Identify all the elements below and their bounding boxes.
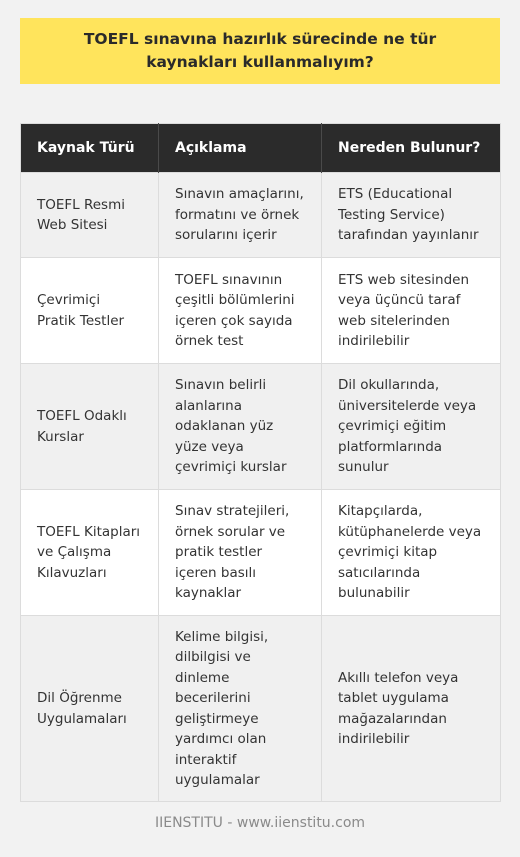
header-resource-type: Kaynak Türü (21, 124, 159, 173)
cell-where-to-find: ETS web sitesinden veya üçüncü taraf web sitelerinden indirilebilir (322, 258, 501, 364)
cell-where-to-find: Akıllı telefon veya tablet uygulama mağazalarından indirilebilir (322, 616, 501, 802)
header-description: Açıklama (159, 124, 322, 173)
title-banner (20, 18, 500, 84)
resources-table (20, 123, 501, 802)
cell-resource-type: TOEFL Odaklı Kurslar (21, 364, 159, 490)
cell-description: Sınav stratejileri, örnek sorular ve pratik testler içeren basılı kaynaklar (159, 490, 322, 616)
footer-credit: IIENSTITU - www.iienstitu.com (154, 815, 366, 831)
cell-where-to-find: Dil okullarında, üniversitelerde veya çevrimiçi eğitim platformlarında sunulur (322, 364, 501, 490)
header-where-to-find: Nereden Bulunur? (322, 124, 501, 173)
table-row (21, 616, 501, 802)
table-header-row (21, 124, 501, 173)
cell-description: TOEFL sınavının çeşitli bölümlerini içeren çok sayıda örnek test (159, 258, 322, 364)
page-title: TOEFL sınavına hazırlık sürecinde ne tür kaynakları kullanmalıyım? (83, 30, 437, 71)
cell-description: Sınavın belirli alanlarına odaklanan yüz yüze veya çevrimiçi kurslar (159, 364, 322, 490)
table-row (21, 490, 501, 616)
table-row (21, 173, 501, 258)
table-row (21, 258, 501, 364)
table-row (21, 364, 501, 490)
cell-resource-type: Dil Öğrenme Uygulamaları (21, 616, 159, 802)
cell-description: Sınavın amaçlarını, formatını ve örnek sorularını içerir (159, 173, 322, 258)
cell-description: Kelime bilgisi, dilbilgisi ve dinleme becerilerini geliştirmeye yardımcı olan interaktif uygulamalar (159, 616, 322, 802)
cell-resource-type: Çevrimiçi Pratik Testler (21, 258, 159, 364)
cell-resource-type: TOEFL Resmi Web Sitesi (21, 173, 159, 258)
cell-resource-type: TOEFL Kitapları ve Çalışma Kılavuzları (21, 490, 159, 616)
cell-where-to-find: ETS (Educational Testing Service) tarafından yayınlanır (322, 173, 501, 258)
cell-where-to-find: Kitapçılarda, kütüphanelerde veya çevrimiçi kitap satıcılarında bulunabilir (322, 490, 501, 616)
